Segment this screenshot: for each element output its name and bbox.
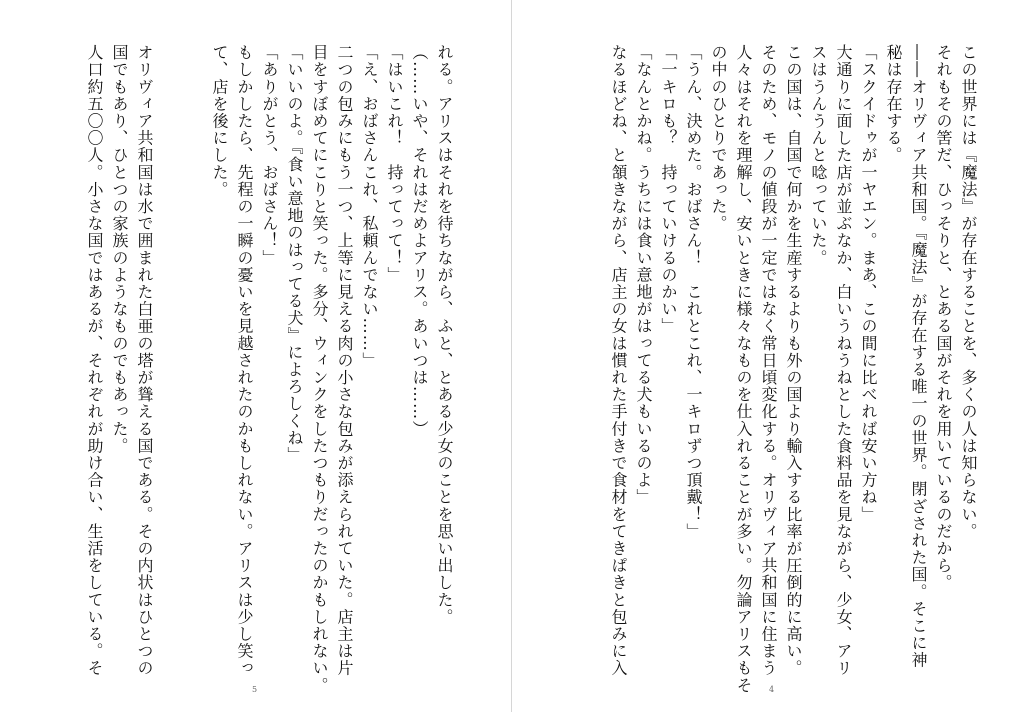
text-line: この世界には『魔法』が存在することを、多くの人は知らない。	[959, 44, 978, 540]
text-line: 「いいのよ。『食い意地のはってる犬』によろしくね」	[285, 44, 304, 464]
text-line: 「一キロも？ 持っていけるのかい」	[659, 44, 678, 335]
right-page-text	[581, 44, 1006, 694]
text-line: れる。アリスはそれを待ちながら、ふと、とある少女のことを思い出した。	[435, 44, 454, 626]
text-line: 「え、おばさんこれ、私頼んでない……」	[360, 44, 379, 369]
text-line: 「うん、決めた。おばさん！ これとこれ、一キロずつ頂戴！」	[684, 44, 703, 540]
page-number: 5	[252, 685, 258, 694]
text-line: 「はいこれ！ 持ってって！」	[385, 44, 404, 284]
text-line: 人口約五〇〇人。小さな国ではあるが、それぞれが助け合い、生活をしている。そ	[85, 44, 104, 677]
text-line: なるほどね、と頷きながら、店主の女は慣れた手付きで食材をてきぱきと包みに入	[609, 44, 628, 677]
text-line: て、店を後にした。	[210, 44, 229, 198]
text-line: 大通りに面した店が並ぶなか、白いうねうねとした食料品を見ながら、少女、アリ	[834, 44, 853, 677]
text-line: そのため、モノの値段が一定ではなく常日頃変化する。オリヴィア共和国に住まう	[759, 44, 778, 677]
left-page-text	[57, 44, 482, 694]
text-line: ――オリヴィア共和国。『魔法』が存在する唯一の世界。閉ざされた国。そこに神	[909, 44, 928, 669]
text-line: 秘は存在する。	[884, 44, 903, 164]
text-line: 二つの包みにもう一つ、上等に見える肉の小さな包みが添えられていた。店主は片	[335, 44, 354, 677]
text-line: 「ありがとう、おばさん！」	[260, 44, 279, 267]
text-line: （……いや、それはだめよアリス。あいつは……）	[410, 44, 429, 438]
text-line: それもその筈だ、ひっそりと、とある国がそれを用いているのだから。	[934, 44, 953, 592]
text-line: スはうんうんと唸っていた。	[809, 44, 828, 267]
text-line: 国でもあり、ひとつの家族のようなものでもあった。	[110, 44, 129, 455]
text-line: オリヴィア共和国は水で囲まれた白亜の塔が聳える国である。その内状はひとつの	[135, 44, 154, 677]
text-line: 目をすぼめてにこりと笑った。多分、ウィンクをしたつもりだったのかもしれない。	[310, 44, 329, 694]
text-line: この国は、自国で何かを生産するよりも外の国より輸入する比率が圧倒的に高い。	[784, 44, 803, 677]
text-line: 「スクイドゥが一ヤエン。まあ、この間に比べれば安い方ね」	[859, 44, 878, 523]
text-line: もしかしたら、先程の一瞬の憂いを見越されたのかもしれない。アリスは少し笑っ	[235, 44, 254, 677]
page-number: 4	[769, 685, 775, 694]
text-line: 「なんとかね。うちには食い意地がはってる犬もいるのよ」	[634, 44, 653, 506]
text-line: の中のひとりであった。	[709, 44, 728, 233]
text-line: 人々はそれを理解し、安いときに様々なものを仕入れることが多い。勿論アリスもそ	[734, 44, 753, 694]
right-page	[512, 0, 1024, 712]
